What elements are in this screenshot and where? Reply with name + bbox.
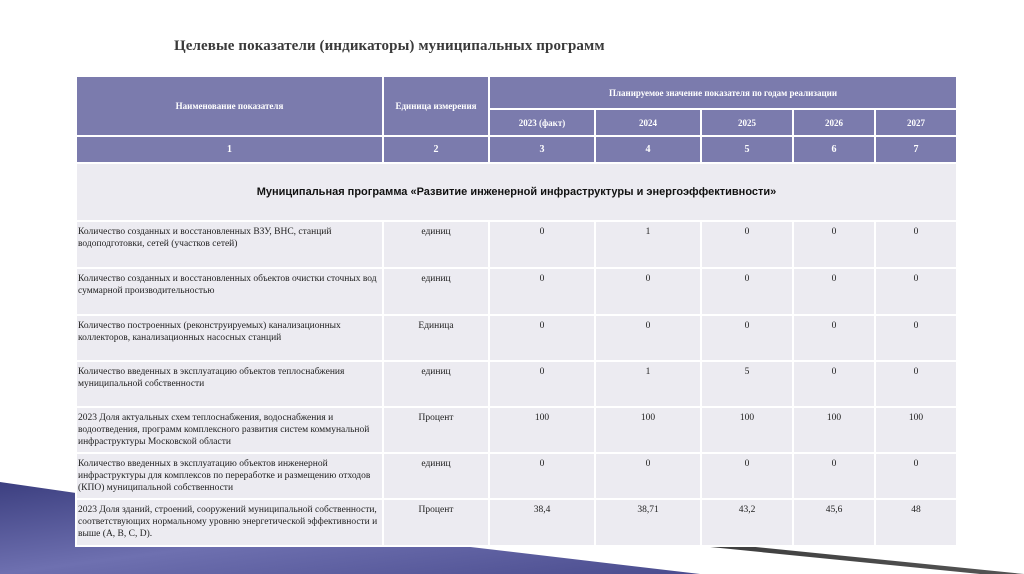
value-2025: 100 bbox=[701, 407, 793, 453]
indicator-unit: единиц bbox=[383, 453, 489, 499]
value-2023: 0 bbox=[489, 361, 595, 407]
value-2026: 0 bbox=[793, 361, 875, 407]
table-row bbox=[76, 221, 957, 268]
value-2025: 0 bbox=[701, 221, 793, 268]
header-year-2023: 2023 (факт) bbox=[489, 109, 595, 136]
value-2027: 0 bbox=[875, 361, 957, 407]
value-2025: 0 bbox=[701, 268, 793, 315]
indicator-unit: единиц bbox=[383, 268, 489, 315]
value-2024: 38,71 bbox=[595, 499, 701, 546]
value-2025: 5 bbox=[701, 361, 793, 407]
value-2023: 100 bbox=[489, 407, 595, 453]
table-row bbox=[76, 499, 957, 546]
header-year-2024: 2024 bbox=[595, 109, 701, 136]
value-2024: 0 bbox=[595, 453, 701, 499]
header-name: Наименование показателя bbox=[76, 76, 383, 136]
indicator-name: 2023 Доля зданий, строений, сооружений муниципальной собственности, соответствующих нормальному уровню энергетической эффективности и выше (A, B, C, D). bbox=[76, 499, 383, 546]
indicator-name: Количество созданных и восстановленных объектов очистки сточных вод суммарной производительностью bbox=[76, 268, 383, 315]
value-2027: 48 bbox=[875, 499, 957, 546]
header-year-2025: 2025 bbox=[701, 109, 793, 136]
value-2023: 38,4 bbox=[489, 499, 595, 546]
header-planned-group: Планируемое значение показателя по годам реализации bbox=[489, 76, 957, 109]
value-2026: 0 bbox=[793, 221, 875, 268]
column-number: 7 bbox=[875, 136, 957, 163]
column-number: 4 bbox=[595, 136, 701, 163]
indicator-unit: Процент bbox=[383, 407, 489, 453]
column-number: 3 bbox=[489, 136, 595, 163]
value-2026: 0 bbox=[793, 315, 875, 361]
table-row bbox=[76, 315, 957, 361]
indicator-unit: Единица bbox=[383, 315, 489, 361]
indicator-name: Количество построенных (реконструируемых) канализационных коллекторов, канализационных насосных станций bbox=[76, 315, 383, 361]
indicator-unit: единиц bbox=[383, 221, 489, 268]
value-2027: 100 bbox=[875, 407, 957, 453]
indicator-name: 2023 Доля актуальных схем теплоснабжения, водоснабжения и водоотведения, программ комплексного развития систем коммунальной инфраструктуры Московской области bbox=[76, 407, 383, 453]
value-2024: 1 bbox=[595, 361, 701, 407]
indicator-name: Количество созданных и восстановленных ВЗУ, ВНС, станций водоподготовки, сетей (участков сетей) bbox=[76, 221, 383, 268]
column-number: 6 bbox=[793, 136, 875, 163]
indicator-name: Количество введенных в эксплуатацию объектов теплоснабжения муниципальной собственности bbox=[76, 361, 383, 407]
program-title: Муниципальная программа «Развитие инженерной инфраструктуры и энергоэффективности» bbox=[76, 163, 957, 221]
table-row bbox=[76, 361, 957, 407]
value-2026: 100 bbox=[793, 407, 875, 453]
indicator-unit: единиц bbox=[383, 361, 489, 407]
value-2025: 0 bbox=[701, 453, 793, 499]
indicator-name: Количество введенных в эксплуатацию объектов инженерной инфраструктуры для комплексов по переработке и размещению отходов (КПО) муниципальной собственности bbox=[76, 453, 383, 499]
value-2027: 0 bbox=[875, 221, 957, 268]
value-2023: 0 bbox=[489, 268, 595, 315]
value-2025: 43,2 bbox=[701, 499, 793, 546]
table-row bbox=[76, 453, 957, 499]
column-number: 1 bbox=[76, 136, 383, 163]
value-2026: 45,6 bbox=[793, 499, 875, 546]
value-2023: 0 bbox=[489, 315, 595, 361]
value-2026: 0 bbox=[793, 268, 875, 315]
value-2023: 0 bbox=[489, 453, 595, 499]
indicator-unit: Процент bbox=[383, 499, 489, 546]
value-2024: 0 bbox=[595, 268, 701, 315]
header-year-2026: 2026 bbox=[793, 109, 875, 136]
table-row bbox=[76, 407, 957, 453]
value-2025: 0 bbox=[701, 315, 793, 361]
value-2027: 0 bbox=[875, 315, 957, 361]
value-2026: 0 bbox=[793, 453, 875, 499]
slide-title: Целевые показатели (индикаторы) муниципальных программ bbox=[174, 38, 605, 54]
table-row bbox=[76, 268, 957, 315]
value-2024: 0 bbox=[595, 315, 701, 361]
indicators-table bbox=[75, 75, 958, 547]
value-2023: 0 bbox=[489, 221, 595, 268]
value-2024: 1 bbox=[595, 221, 701, 268]
value-2027: 0 bbox=[875, 453, 957, 499]
value-2024: 100 bbox=[595, 407, 701, 453]
column-number: 2 bbox=[383, 136, 489, 163]
header-year-2027: 2027 bbox=[875, 109, 957, 136]
header-unit: Единица измерения bbox=[383, 76, 489, 136]
column-number: 5 bbox=[701, 136, 793, 163]
value-2027: 0 bbox=[875, 268, 957, 315]
